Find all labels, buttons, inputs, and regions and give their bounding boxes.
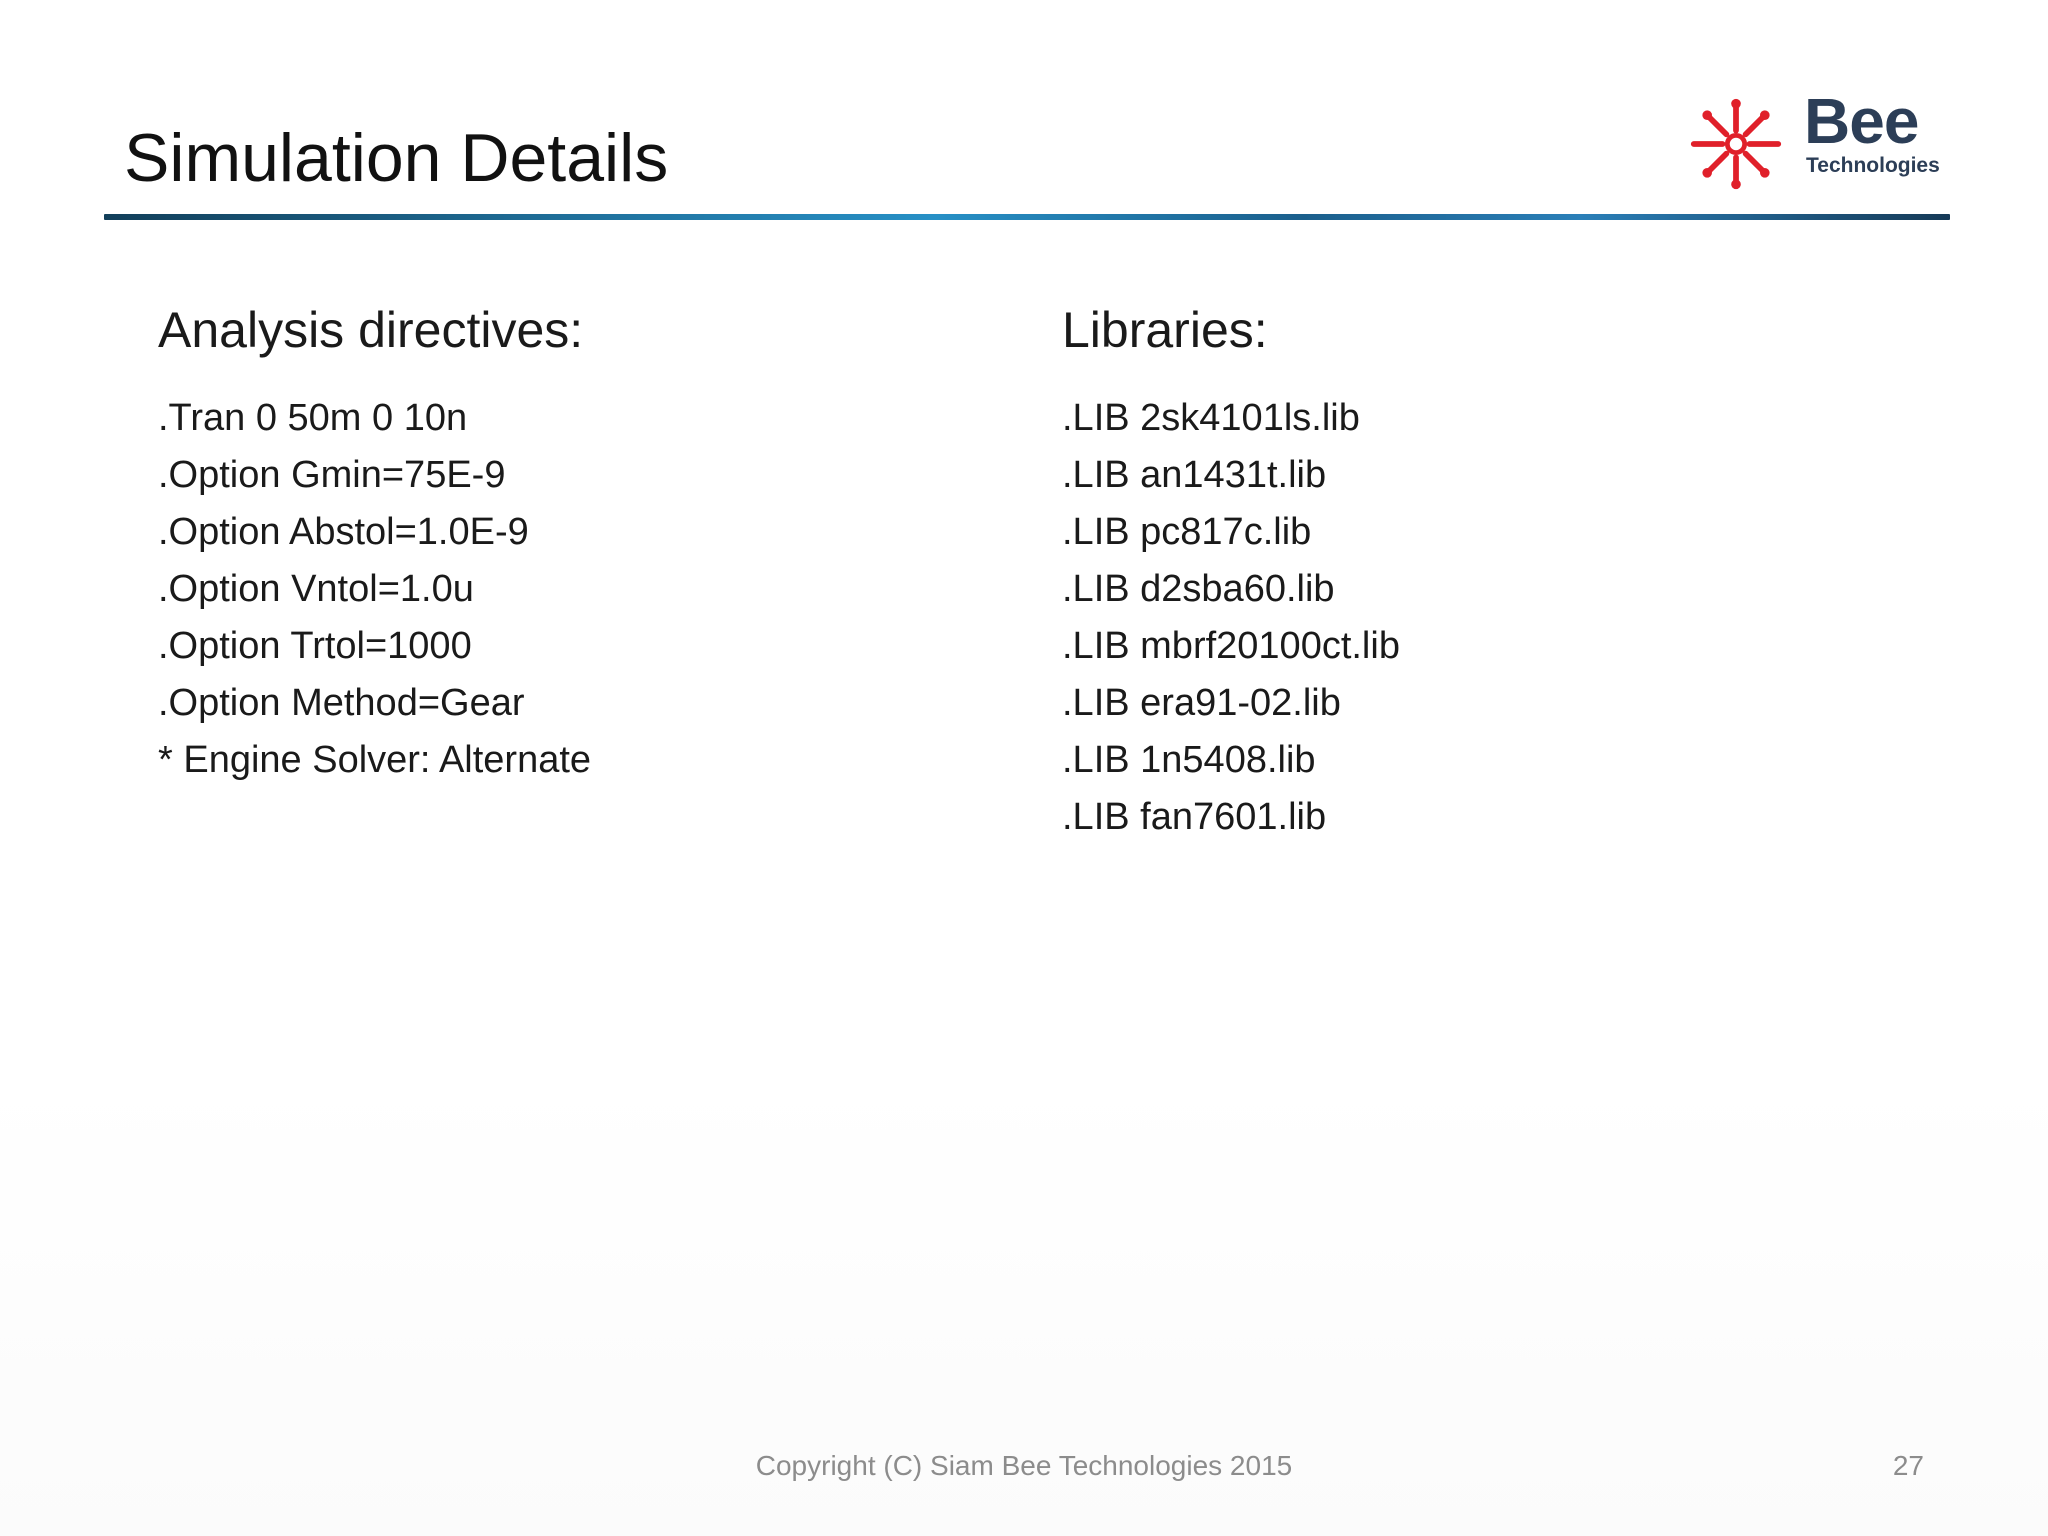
title-divider [104, 214, 1950, 220]
library-item: .LIB d2sba60.lib [1062, 568, 1335, 610]
footer-copyright: Copyright (C) Siam Bee Technologies 2015 [755, 1450, 1293, 1481]
analysis-heading: Analysis directives: [158, 302, 584, 358]
analysis-list [158, 390, 1018, 789]
analysis-item: .Option Gmin=75E-9 [158, 454, 506, 496]
library-item: .LIB pc817c.lib [1062, 511, 1312, 553]
analysis-item: .Tran 0 50m 0 10n [158, 397, 468, 439]
analysis-item: * Engine Solver: Alternate [158, 739, 592, 781]
analysis-item: .Option Method=Gear [158, 682, 525, 724]
library-item: .LIB fan7601.lib [1062, 796, 1327, 838]
analysis-directives-section [158, 300, 1018, 789]
analysis-item: .Option Vntol=1.0u [158, 568, 474, 610]
library-item: .LIB 2sk4101ls.lib [1062, 397, 1360, 439]
logo-brand-text: Bee [1804, 85, 1919, 157]
library-item: .LIB mbrf20100ct.lib [1062, 625, 1400, 667]
analysis-item: .Option Trtol=1000 [158, 625, 472, 667]
library-item: .LIB 1n5408.lib [1062, 739, 1316, 781]
analysis-item: .Option Abstol=1.0E-9 [158, 511, 529, 553]
library-item: .LIB an1431t.lib [1062, 454, 1327, 496]
sunburst-logo-icon [1688, 96, 1784, 192]
libraries-list [1062, 390, 1922, 846]
library-item: .LIB era91-02.lib [1062, 682, 1341, 724]
libraries-section [1062, 300, 1922, 846]
libraries-heading: Libraries: [1062, 302, 1268, 358]
page-number: 27 [1892, 1450, 1924, 1481]
slide-title: Simulation Details [124, 120, 669, 196]
logo-tagline: Technologies [1806, 154, 1940, 177]
company-logo [1688, 85, 1958, 192]
